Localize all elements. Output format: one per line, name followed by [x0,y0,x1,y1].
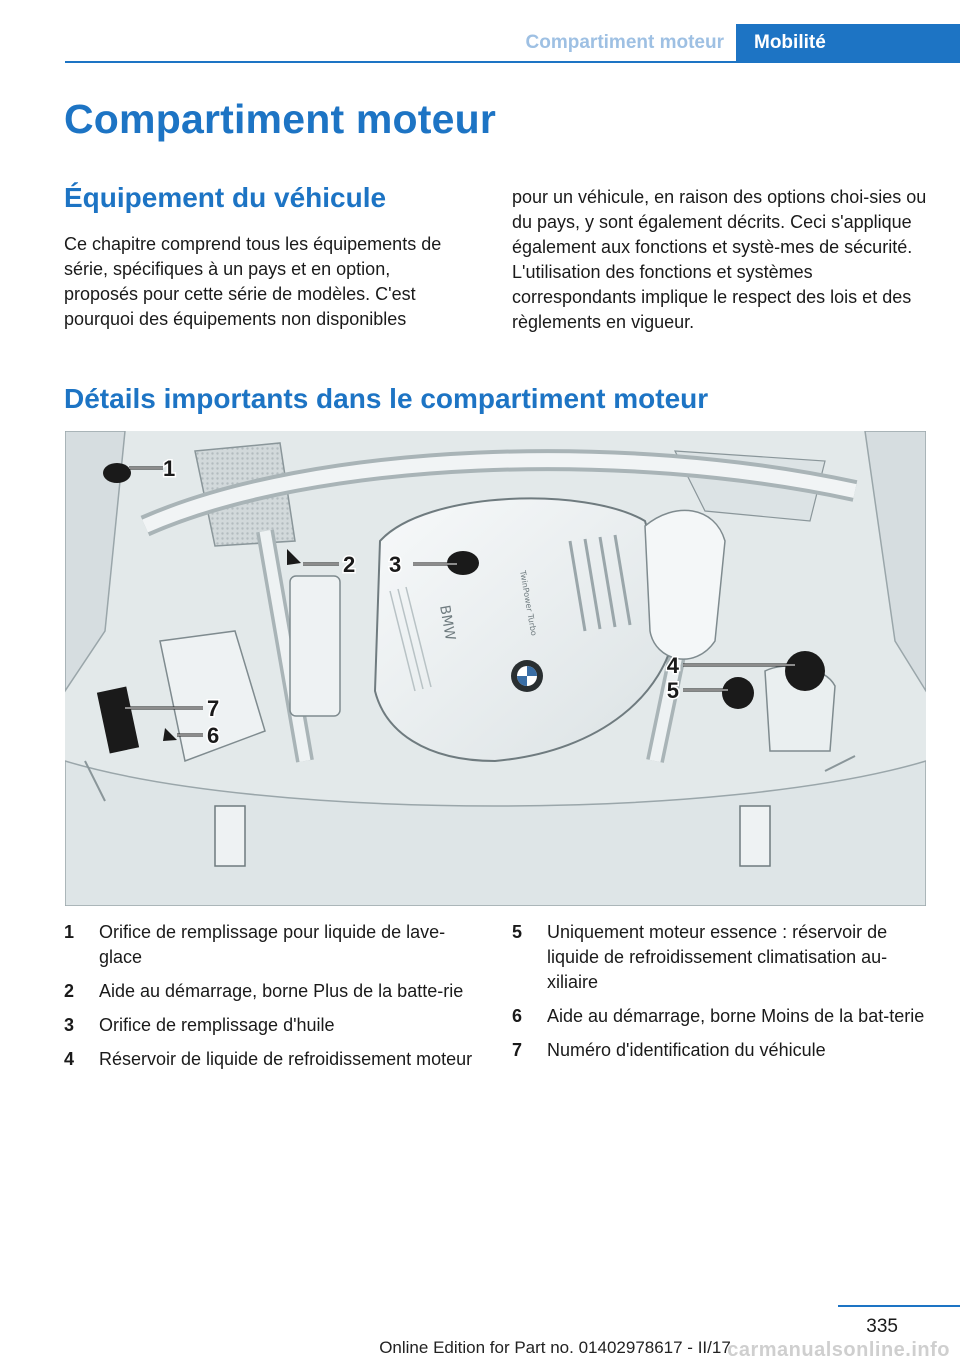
section-heading-equipment: Équipement du véhicule [64,182,387,213]
legend-text: Uniquement moteur essence : réservoir de liquide de refroidissement climatisation au-xiliaire [547,922,888,992]
washer-fluid-cap [103,463,131,483]
legend-number: 3 [64,1015,75,1035]
callout-3: 3 [389,552,402,577]
edition-line: Online Edition for Part no. 01402978617 - II/17 [379,1338,731,1357]
legend-text: Aide au démarrage, borne Moins de la bat-terie [547,1006,925,1026]
callout-2: 2 [343,552,356,577]
legend-text: Numéro d'identification du véhicule [547,1040,826,1060]
header-chapter-tab: Mobilité [736,24,960,62]
intro-paragraph-left: Ce chapitre comprend tous les équipements de série, spécifiques à un pays et en option, proposés pour cette série de modèles. C'est pourquoi des équipements non disponibles [64,234,442,329]
legend-item [512,1004,932,1029]
legend-number: 1 [64,922,75,942]
legend-number: 2 [64,981,75,1001]
callout-5: 5 [666,678,679,703]
callout-6: 6 [207,723,220,748]
callout-4: 4 [666,653,679,678]
header-section-title: Compartiment moteur [525,32,724,53]
legend-text: Orifice de remplissage d'huile [99,1015,335,1035]
legend-list-right [512,920,932,1072]
legend-number: 5 [512,922,523,942]
legend-item [512,1038,932,1063]
page-number: 335 [866,1316,898,1337]
legend-item [64,1013,484,1038]
legend-text: Réservoir de liquide de refroidissement moteur [99,1049,473,1069]
legend-list-left [64,920,484,1081]
legend-number: 6 [512,1006,523,1026]
callout-1: 1 [163,456,176,481]
legend-item [512,920,932,995]
legend-number: 7 [512,1040,523,1060]
footer-rule [838,1305,960,1307]
engine-cover-label: TwinPower Turbo [518,569,539,637]
legend-text: Aide au démarrage, borne Plus de la batte-rie [99,981,464,1001]
callout-7: 7 [207,696,220,721]
section-heading-engine-details: Détails importants dans le compartiment moteur [64,383,709,414]
header-rule [65,61,960,63]
legend-number: 4 [64,1049,75,1069]
engine-compartment-figure [65,431,926,906]
legend-text: Orifice de remplissage pour liquide de lave-glace [99,922,446,967]
intro-paragraph-right: pour un véhicule, en raison des options choi-sies ou du pays, y sont également décrits. Ceci s'applique également aux fonctions et systè-mes de sécurité. L'utilisation des fonctions et systèmes correspondants implique le respect des lois et des règlements en vigueur. [512,187,927,332]
auxiliary-coolant-cap [722,677,754,709]
engine-cover-brand: BMW [436,603,458,642]
legend-item [64,979,484,1004]
coolant-reservoir-cap [785,651,825,691]
legend-item [64,920,484,970]
legend-item [64,1047,484,1072]
engine-compartment-illustration [65,431,926,906]
watermark: carmanualsonline.info [727,1339,950,1361]
page-title: Compartiment moteur [64,96,497,142]
